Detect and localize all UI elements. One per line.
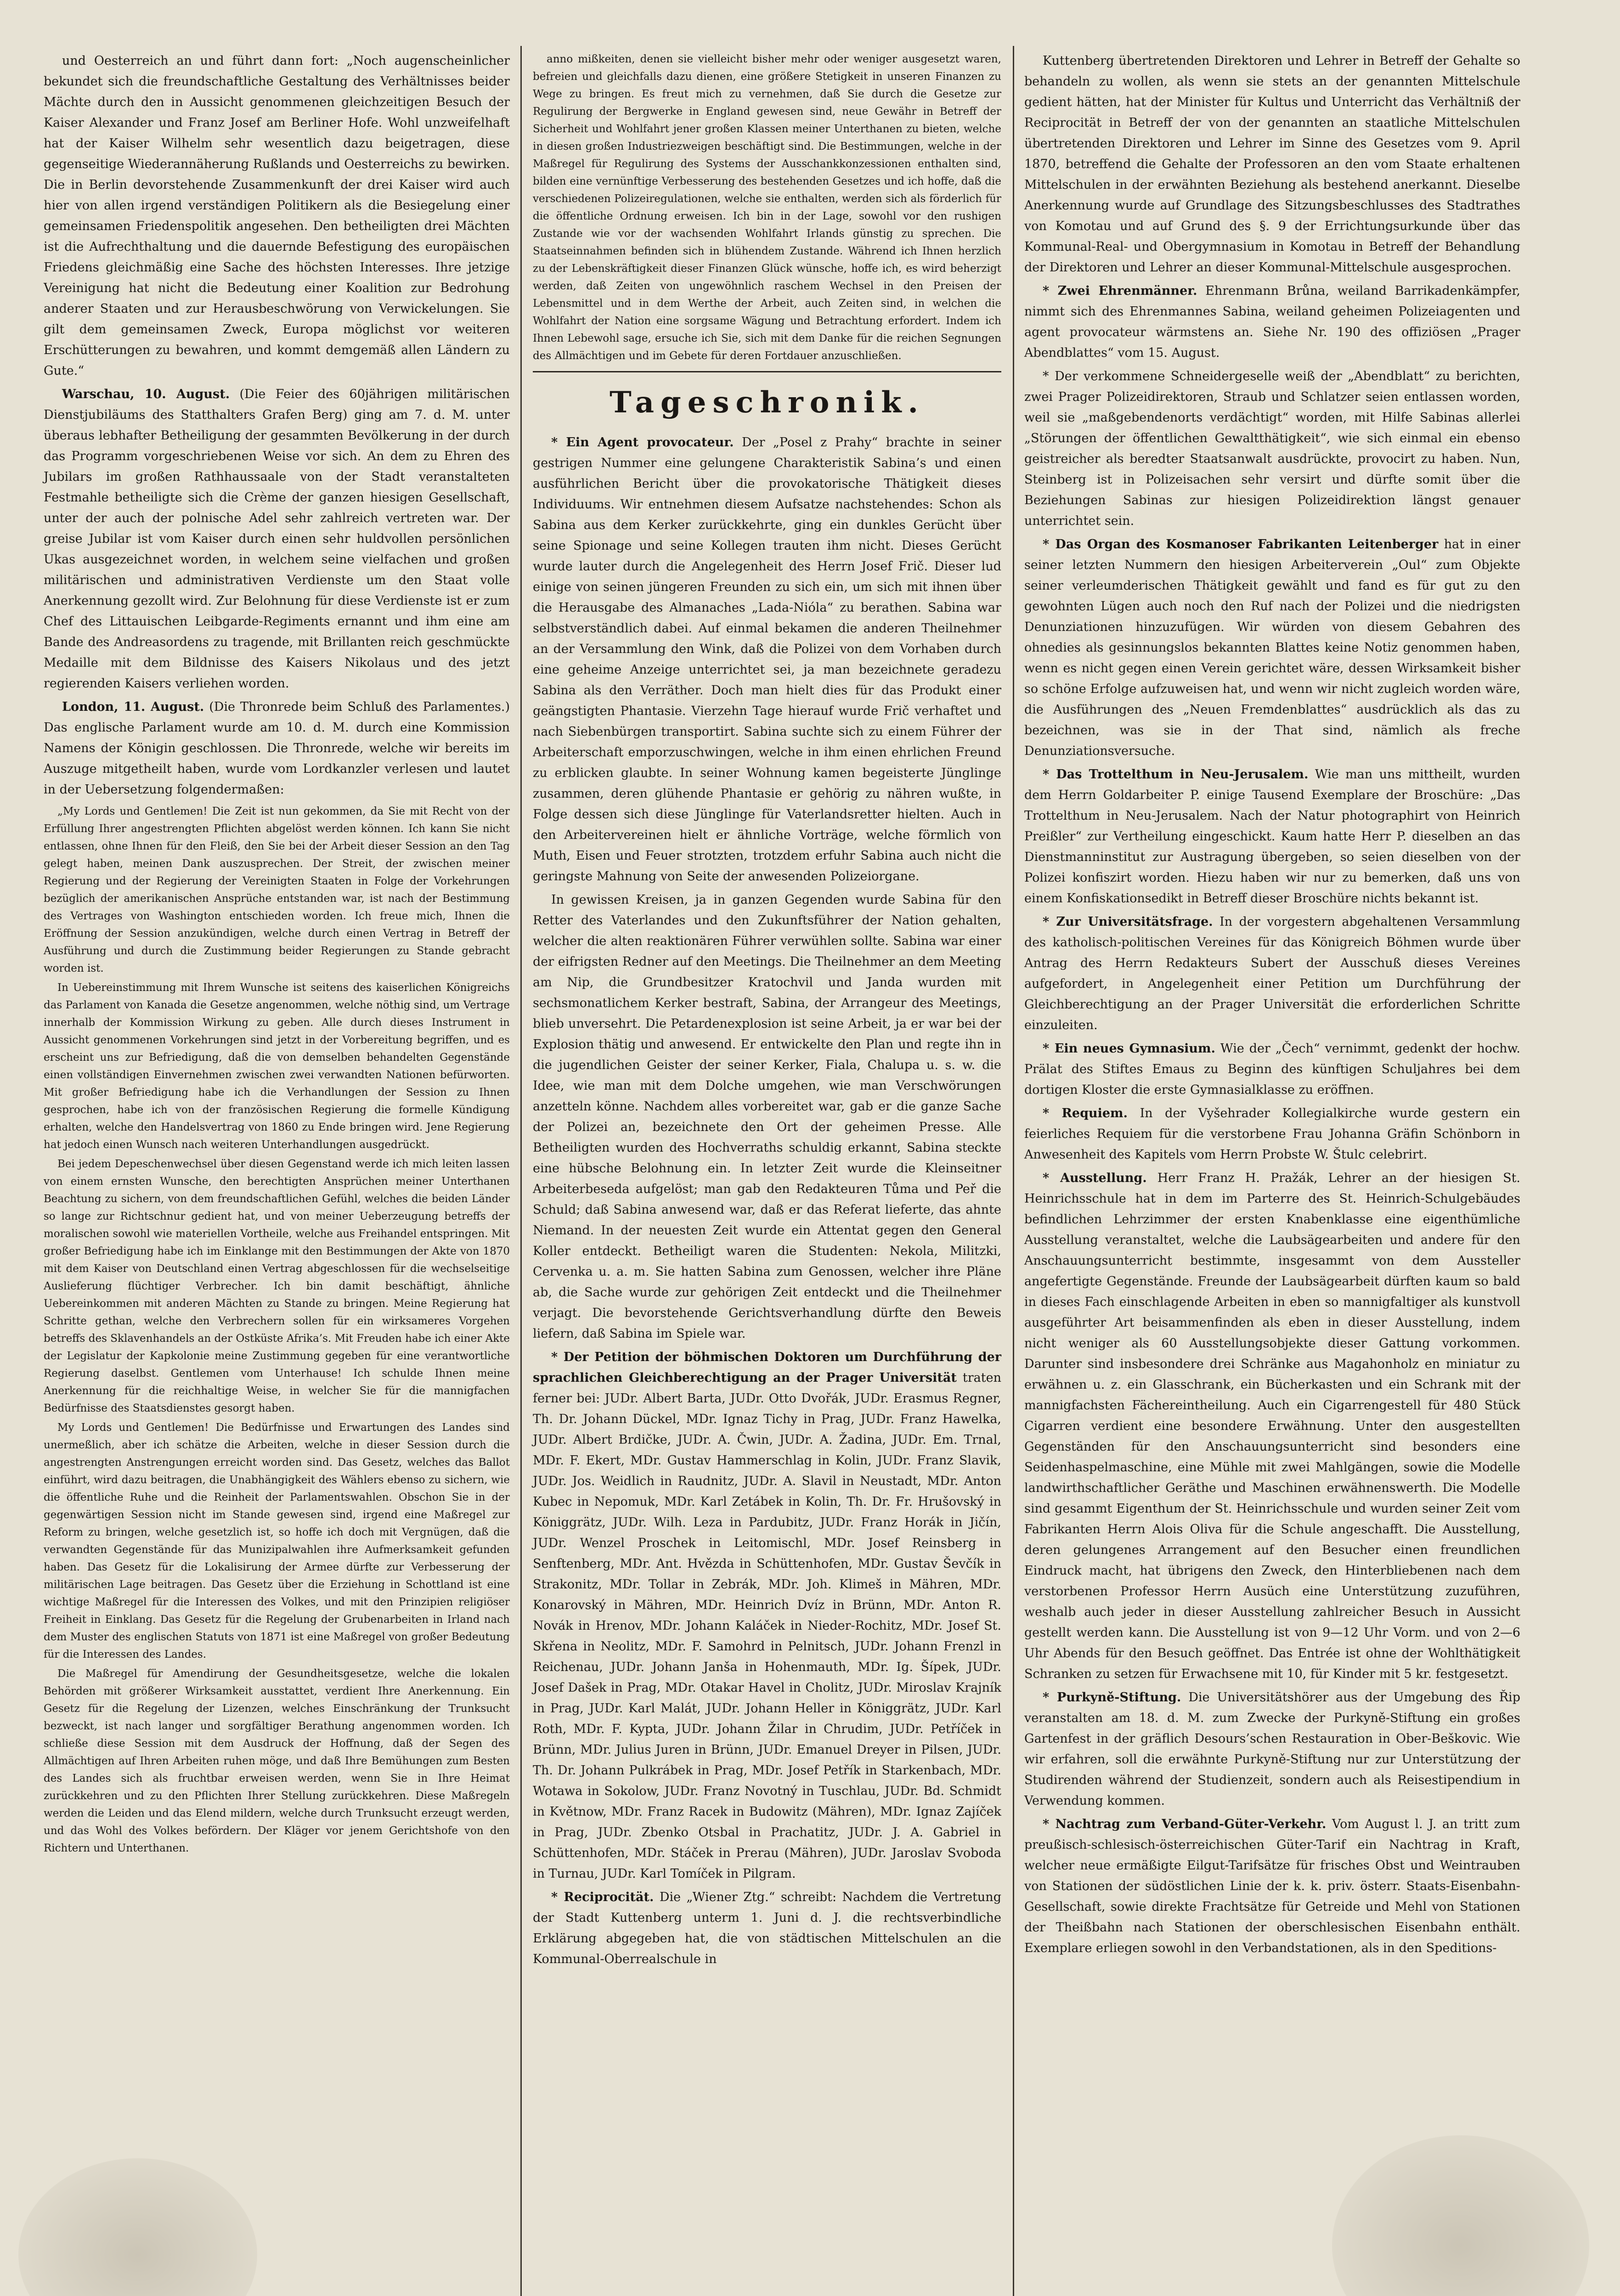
article-requiem (1024, 1103, 1520, 1165)
article-gymnasium (1024, 1038, 1520, 1100)
article-continuation: und Oesterreich an und führt dann fort: „Noch augenscheinlicher bekundet sich die freundschaftliche Gestaltung des Verhältnisses beider Mächte durch den in Aussicht genommenen gleichzeitigen Besuch der Kaiser Alexander und Franz Josef am Berliner Hofe. Wohl unzweifelhaft hat der Kaiser Wilhelm sehr wesentlich dazu beigetragen, diese gegenseitige Wiederannäherung Rußlands und Oesterreichs zu bewirken. Die in Berlin devorstehende Zusammenkunft der drei Kaiser wird auch hier von allen irgend verständigen Politikern als die Besiegelung einer gemeinsamen Friedenspolitik angesehen. Den betheiligten drei Mächten ist die Aufrechthaltung und die dauernde Befestigung des europäischen Friedens gleichmäßig eine Sache des höchsten Interesses. Ihre jetzige Vereinigung hat nicht die Bedeutung einer Koalition zur Bedrohung anderer Staaten und zur Herausbeschwörung von Verwickelungen. Sie gilt dem gemeinsamen Zweck, Europa möglichst vor weiteren Erschütterungen zu bewahren, und kommt demgemäß allen Ländern zu Gute.“ (44, 54, 510, 378)
article-warschau (44, 384, 510, 694)
article-body: Der „Posel z Prahy“ brachte in seiner gestrigen Nummer eine gelungene Charakteristik Sabina’s und einen ausführlichen Bericht über die provokatorische Thätigkeit dieses Individuums. Wir entnehmen diesem Aufsatze nachstehendes: Schon als Sabina aus dem Kerker zurückkehrte, ging ein dunkles Gerücht über seine Spionage und seine Kollegen trauten ihm nicht. Dieses Gerücht wurde lauter durch die Angelegenheit des Herrn Josef Frič. Dieser lud einige von seinen jüngeren Freunden zu sich ein, um sich mit ihnen über die Herausgabe des Almanaches „Lada-Nióla“ zu berathen. Sabina war selbstverständlich dabei. Auf einmal bekamen die anderen Theilnehmer an der Versammlung den Wink, daß die Polizei von dem Vorhaben durch eine geheime Anzeige unterrichtet sei, ja man bezeichnete geradezu Sabina als den Verräther. Doch man hielt dies für das Produkt einer geängstigten Phantasie. Vierzehn Tage hierauf wurde Frič verhaftet und nach Siebenbürgen transportirt. Sabina suchte sich zu einem Führer der Arbeiterschaft emporzuschwingen, welche in ihm einen ehrlichen Freund zu erblicken glaubte. In seiner Wohnung kamen begeisterte Jünglinge zusammen, deren glühende Phantasie er gehörig zu nähren wußte, in Folge dessen sich diese Jünglinge für Vaterlandsretter hielten. Auch in den Arbeitervereinen hielt er ähnliche Vorträge, welche förmlich von Muth, Eisen und Feuer strotzten, trotzdem erfuhr Sabina auch nicht die geringste Mahnung von Seite der anwesenden Polizeiorgane. (533, 435, 1001, 884)
article-body: hat in einer seiner letzten Nummern den hiesigen Arbeiterverein „Oul“ zum Objekte seiner verleumderischen Thätigkeit gewählt und fand es für gut zu den gewohnten Lügen auch noch den Ruf nach der Polizei und die niedrigsten Denunziationen hinzuzufügen. Wir würden von diesem Gebahren des ohnedies als gesinnungslos bekannten Blattes keine Notiz genommen haben, wenn es nicht gegen einen Verein gerichtet wäre, dessen Wirksamkeit bisher so schöne Erfolge aufzuweisen hat, und wenn wir nicht zugleich worden wäre, die Ausführungen des „Neuen Fremdenblattes“ ausdrücklich als das zu bezeichnen, was sie in der That sind, nämlich als freche Denunziationsversuche. (1024, 537, 1520, 758)
article-petition (533, 1347, 1001, 1884)
article-heading: * Ausstellung. (1043, 1171, 1147, 1185)
dateline: Warschau, 10. August. (62, 387, 230, 401)
article-body: Vom August l. J. an tritt zum preußisch-schlesisch-österreichischen Güter-Tarif ein Nachtrag in Kraft, welcher neue ermäßigte Eilgut-Tarifsätze für frisches Obst und Weintrauben von Stationen der südöstlichen Linie der k. k. priv. österr. Staats-Eisenbahn-Gesellschaft, sowie direkte Frachtsätze für Getreide und Mehl von Stationen der Theißbahn nach Stationen der oberschlesischen Eisenbahn enthält. Exemplare erliegen sowohl in den Verbandstationen, als in den Speditions- (1024, 1817, 1520, 1955)
article-body: (Die Thronrede beim Schluß des Parlamentes.) Das englische Parlament wurde am 10. d. M. durch eine Kommission Namens der Königin geschlossen. Die Thronrede, welche wir bereits im Auszuge mitgetheilt haben, wurde vom Lordkanzler verlesen und lautet in der Uebersetzung folgendermaßen: (44, 700, 510, 797)
article-reciprocity (533, 1887, 1001, 1970)
divider (533, 371, 1001, 372)
article-organ (1024, 534, 1520, 761)
article-heading: * Zwei Ehrenmänner. (1043, 284, 1197, 298)
article-london (44, 697, 510, 800)
article-heading: * Purkyně-Stiftung. (1043, 1690, 1181, 1705)
column-3 (1024, 51, 1520, 1961)
article-heading: * Der Petition der böhmischen Doktoren um Durchführung der sprachlichen Gleichberechtigung an der Prager Universität (533, 1350, 1001, 1385)
article-continuation: Kuttenberg übertretenden Direktoren und Lehrer in Betreff der Gehalte so behandeln zu wollen, als wenn sie stets an der genannten Mittelschule gedient hätten, hat der Minister für Kultus und Unterricht das Verhältniß der Reciprocität in Betreff der von der genannten an staatliche Mittelschulen übertretenden Direktoren und Lehrer im Sinne des Gesetzes vom 9. April 1870, betreffend die Gehalte der Professoren an den vom Staate erhaltenen Mittelschulen in der erwähnten Beziehung als bestehend anerkannt. Dieselbe Anerkennung wurde auf Grundlage des Sitzungsbeschlusses des Stadtrathes von Komotau und auf Grund des §. 9 der Errichtungsurkunde über das Kommunal-Real- und Obergymnasium in Komotau in Betreff der Behandlung der Direktoren und Lehrer an dieser Kommunal-Mittelschule ausgesprochen. (1024, 54, 1520, 275)
speech-paragraph: Bei jedem Depeschenwechsel über diesen Gegenstand werde ich mich leiten lassen von einem ernsten Wunsche, den berechtigten Ansprüchen meiner Unterthanen Beachtung zu sichern, von dem freundschaftlichen Gefühl, welches die beiden Länder so lange zur Richtschnur gedient hat, und von meiner Ueberzeugung betreffs der moralischen sowohl wie materiellen Vortheile, welche aus Freihandel entspringen. Mit großer Befriedigung habe ich im Einklange mit den Bestimmungen der Akte von 1870 mit dem Kaiser von Deutschland einen Vertrag abgeschlossen für die wechselseitige Auslieferung flüchtiger Verbrecher. Ich bin damit beschäftigt, ähnliche Uebereinkommen mit anderen Mächten zu Stande zu bringen. Meine Regierung hat Schritte gethan, welche den Verbrechern sollen für ein wirksameres Vorgehen betreffs des Sklavenhandels an der Ostküste Afrika’s. Mit Freuden habe ich einer Akte der Legislatur der Kapkolonie meine Zustimmung gegeben für eine verantwortliche Regierung daselbst. Gentlemen vom Unterhause! Ich schulde Ihnen meine Anerkennung für die reichhaltige Weise, in welcher Sie für die mannigfachen Bedürfnisse des Staatsdienstes gesorgt haben. (44, 1158, 510, 1414)
article-heading: * Das Organ des Kosmanoser Fabrikanten Leitenberger (1043, 537, 1439, 551)
article-heading: * Ein Agent provocateur. (551, 435, 734, 450)
speech-paragraph: „My Lords und Gentlemen! Die Zeit ist nun gekommen, da Sie mit Recht von der Erfüllung Ihrer angestrengten Pflichten abgelöst werden können. Ich kann Sie nicht entlassen, ohne Ihnen für den Fleiß, den Sie bei der Arbeit dieser Session an den Tag gelegt haben, meinen Dank auszusprechen. Der Streit, der zwischen meiner Regierung und der Regierung der Vereinigten Staaten in Folge der Vorkehrungen bezüglich der amerikanischen Ansprüche entstanden war, ist nach der Bestimmung des Vertrages von Washington entschieden worden. Ich freue mich, Ihnen die Eröffnung der Session anzukündigen, welche durch einen Vertrag in Betreff der Ausführung und durch die Zustimmung beider Regierungen zu Stande gebracht worden ist. (44, 805, 510, 974)
article-nachtrag (1024, 1814, 1520, 1958)
article-body: In gewissen Kreisen, ja in ganzen Gegenden wurde Sabina für den Retter des Vaterlandes und den Zukunftsführer der Nation gehalten, welcher die alten reaktionären Führer verwühlen sollte. Sabina war einer der eifrigsten Redner auf den Meetings. Die Theilnehmer an dem Meeting am Nip, die Grundbesitzer Kratochvil und Janda wurden mit sechsmonatlichem Kerker bestraft, Sabina, der Arrangeur des Meetings, blieb unversehrt. Die Petardenexplosion ist seine Arbeit, ja er war bei der Explosion thätig und anwesend. Er entwickelte den Plan und regte ihn in die jugendlichen Geister der seiner Kerker, Fiala, Chalupa u. s. w. die Idee, wie man mit dem Dolche umgehen, wie man Verschwörungen anzetteln könne. Nachdem alles vorbereitet war, gab er die ganze Sache der Polizei an, bezeichnete den Ort der geheimen Presse. Alle Betheiligten wurden des Hochverraths schuldig erkannt, Sabina steckte eine hübsche Belohnung ein. In letzter Zeit wurde die Kleinseitner Arbeiterbeseda aufgelöst; man gab den Redakteuren Tůma und Peř die Schuld; daß Sabina anwesend war, daß er das Referat lieferte, das ahnte Niemand. In der neuesten Zeit wurde ein Attentat gegen den General Koller entdeckt. Betheiligt waren die Studenten: Nekola, Militzki, Cervenka u. a. m. Sie hatten Sabina zum Genossen, welcher ihre Pläne ab, die Sache wurde zur gehörigen Zeit entdeckt und die Theilnehmer verjagt. Die bevorstehende Gerichtsverhandlung dürfte den Beweis liefern, daß Sabina im Spiele war. (533, 893, 1001, 1341)
column-rule (1013, 46, 1014, 2296)
article-universitaet (1024, 912, 1520, 1035)
article-ausstellung (1024, 1168, 1520, 1684)
article-body: Die Universitätshörer aus der Umgebung des Řip veranstalten am 18. d. M. zum Zwecke der Purkyně-Stiftung ein großes Gartenfest in der gräflich Desours’schen Restauration in Ober-Beškovic. Wie wir erfahren, soll die erwähnte Purkyně-Stiftung nur zur Unterstützung der Studirenden während der Studienzeit, sondern auch als Reisestipendium in Verwendung kommen. (1024, 1690, 1520, 1808)
speech-paragraph: In Uebereinstimmung mit Ihrem Wunsche ist seitens des kaiserlichen Königreichs das Parlament von Kanada die Gesetze angenommen, welche nöthig sind, um Vertrage innerhalb der Kommission Wirkung zu geben. Alle durch dieses Instrument in Aussicht genommenen Vorkehrungen sind jetzt in der Vorbereitung begriffen, und es erscheint uns zur Befriedigung, daß die von demselben behandelten Gegenstände einen vollständigen Einvernehmen zwischen zwei verwandten Nationen befürworten. Mit großer Befriedigung habe ich die Verhandlungen der Session zu Ihnen gesprochen, habe ich von der französischen Regierung die formelle Kündigung erhalten, welche den Handelsvertrag von 1860 zu Ende bringen wird. Jene Regierung hat jedoch einen Wunsch nach weiteren Unterhandlungen ausgedrückt. (44, 982, 510, 1151)
article-body: Wie man uns mittheilt, wurden dem Herrn Goldarbeiter P. einige Tausend Exemplare der Broschüre: „Das Trottelthum in Neu-Jerusalem. Nach der Natur photographirt von Heinrich Preißler“ zur Vertheilung eingeschickt. Kaum hatte Herr P. dieselben an das Dienstmanninstitut zur Austragung übergeben, so seien dieselben von der Polizei konfiszirt worden. Hiezu haben wir nur zu bemerken, daß uns von einem Konfiskationsedikt in Betreff dieser Broschüre nichts bekannt ist. (1024, 767, 1520, 906)
article-schneider: * Der verkommene Schneidergeselle weiß der „Abendblatt“ zu berichten, zwei Prager Polizeidirektoren, Straub und Schlatzer seien entlassen worden, weil sie „maßgebendenorts verdächtigt“ worden, mit Hilfe Sabinas allerlei „Störungen der öffentlichen Gewaltthätigkeit“, wie sich einmal ein ebenso geistreicher als beredter Staatsanwalt ausdrückte, provocirt zu haben. Nun, Steinberg ist in Polizeisachen sehr versirt und dürfte somit über die Beziehungen Sabinas zur hiesigen Polizeidirektion längst genauer unterrichtet sein. (1024, 369, 1520, 528)
article-body: traten ferner bei: JUDr. Albert Barta, JUDr. Otto Dvořák, JUDr. Erasmus Regner, Th. Dr. Johann Dückel, MDr. Ignaz Tichy in Prag, JUDr. Franz Hawelka, JUDr. Albert Brdičke, JUDr. A. Čwin, JUDr. A. Žadina, JUDr. Em. Trnal, MDr. F. Ekert, MDr. Gustav Hammerschlag in Kolin, JUDr. Franz Slavik, JUDr. Jos. Weidlich in Raudnitz, JUDr. A. Slavil in Neustadt, MDr. Anton Kubec in Nepomuk, MDr. Karl Zetábek in Kolin, Th. Dr. Fr. Hrušovský in Königgrätz, JUDr. Wilh. Leza in Pardubitz, JUDr. Franz Horák in Jičín, JUDr. Wenzel Proschek in Leitomischl, MDr. Josef Reinsberg in Senftenberg, MDr. Ant. Hvězda in Schüttenhofen, MDr. Gustav Ševčík in Strakonitz, MDr. Tollar in Zebrák, MDr. Joh. Klimeš in Mähren, MDr. Konarovský in Mähren, MDr. Heinrich Dvíz in Brünn, MDr. Anton R. Novák in Hrenov, MDr. Johann Kaláček in Nieder-Rochitz, MDr. Josef St. Skřena in Neolitz, MDr. F. Samohrd in Pelnitsch, JUDr. Johann Frenzl in Reichenau, JUDr. Johann Janša in Hohenmauth, MDr. Ig. Šípek, JUDr. Josef Dašek in Prag, MDr. Otakar Havel in Cholitz, JUDr. Miroslav Krajník in Prag, JUDr. Karl Malát, JUDr. Johann Heller in Königgrätz, JUDr. Karl Roth, MDr. F. Kypta, JUDr. Johann Žilar in Chrudim, JUDr. Petříček in Brünn, MDr. Julius Juren in Brünn, JUDr. Emanuel Dreyer in Pilsen, JUDr. Th. Dr. Johann Pulkrábek in Prag, MDr. Josef Petřík in Starkenbach, MDr. Wotawa in Sokolow, JUDr. Franz Novotný in Tuschlau, JUDr. Bd. Schmidt in Květnow, MDr. Franz Racek in Budowitz (Mähren), MDr. Ignaz Zajíček in Prag, JUDr. Zbenko Otsbal in Prachatitz, JUDr. J. A. Gabriel in Schüttenhofen, MDr. Stáček in Prerau (Mähren), JUDr. Jaroslav Svoboda in Turnau, JUDr. Karl Tomíček in Pilgram. (533, 1371, 1001, 1881)
dateline: London, 11. August. (62, 700, 204, 714)
article-body: Ehrenmann Brůna, weiland Barrikadenkämpfer, nimmt sich des Ehrenmannes Sabina, weiland geheimen Polizeiagenten und agent provocateur wärmstens an. Siehe Nr. 190 des offiziösen „Prager Abendblattes“ vom 15. August. (1024, 284, 1520, 360)
speech-paragraph: Die Maßregel für Amendirung der Gesundheitsgesetze, welche die lokalen Behörden mit größerer Wirksamkeit ausstattet, verdient Ihre Anerkennung. Ein Gesetz für die Regelung der Lizenzen, welches Einschränkung der Trunksucht bezweckt, ist nach langer und sorgfältiger Berathung angenommen worden. Ich schließe diese Session mit dem Ausdruck der Hoffnung, daß der Segen des Allmächtigen auf Ihren Arbeiten ruhen möge, und daß Ihre Bemühungen zum Besten des Landes sich als fruchtbar erweisen werden, wenn Sie in Ihre Heimat zurückkehren und zu den Pflichten Ihrer Stellung zurückkehren. Diese Maßregeln werden die Leiden und das Elend mildern, welche durch Trunksucht erzeugt werden, und das Wohl des Volkes befördern. Der Kläger vor jenem Gerichtshofe von den Richtern und Unterthanen. (44, 1668, 510, 1854)
article-purkyne (1024, 1687, 1520, 1811)
article-ehren (1024, 281, 1520, 363)
paper-stain (1332, 2135, 1589, 2296)
column-rule (520, 46, 522, 2296)
article-heading: * Zur Universitätsfrage. (1043, 915, 1213, 929)
column-2 (533, 51, 1001, 1972)
article-body: Die „Wiener Ztg.“ schreibt: Nachdem die Vertretung der Stadt Kuttenberg unterm 1. Juni d. J. die rechtsverbindliche Erklärung abgegeben hat, die von städtischen Mittelschulen an die Kommunal-Oberrealschule in (533, 1890, 1001, 1966)
article-body: Wie der „Čech“ vernimmt, gedenkt der hochw. Prälat des Stiftes Emaus zu Beginn des künftigen Schuljahres bei dem dortigen Kloster die erste Gymnasialklasse zu eröffnen. (1024, 1041, 1520, 1097)
article-body: In der Vyšehrader Kollegialkirche wurde gestern ein feierliches Requiem für die verstorbene Frau Johanna Gräfin Schönborn in Anwesenheit des Kapitels vom Herrn Probste W. Štulc celebrirt. (1024, 1106, 1520, 1162)
speech-continuation (533, 51, 1001, 365)
section-title: Tageschronik. (610, 385, 925, 420)
article-body: In der vorgestern abgehaltenen Versammlung des katholisch-politischen Vereines für das Königreich Böhmen wurde über Antrag des Herrn Redakteurs Subert der Ausschuß dieses Vereines aufgefordert, in Angelegenheit einer Petition um Durchführung der Gleichberechtigung an der Prager Universität die erforderlichen Schritte einzuleiten. (1024, 915, 1520, 1032)
paper-stain (18, 2158, 257, 2296)
column-1 (44, 51, 510, 1859)
article-heading: * Requiem. (1043, 1106, 1128, 1120)
article-body: (Die Feier des 60jährigen militärischen Dienstjubiläums des Statthalters Grafen Berg) ging am 7. d. M. unter überaus lebhafter Betheiligung der gesammten Bevölkerung in der durch das Programm vorgeschriebenen Weise vor sich. An dem zu Ehren des Jubilars im großen Rathhaussaale von der Stadt veranstalteten Festmahle betheiligte sich die Crème der ganzen hiesigen Gesellschaft, unter der auch der polnische Adel sehr zahlreich vertreten war. Der greise Jubilar ist vom Kaiser durch einen sehr huldvollen persönlichen Ukas ausgezeichnet worden, in welchem seine vielfachen und großen militärischen und administrativen Verdienste um den Staat volle Anerkennung gezollt wird. Zur Belohnung für diese Verdienste ist er zum Chef des Littauischen Leibgarde-Regiments ernannt und ihm eine am Bande des Andreasordens zu tragende, mit Brillanten reich geschmückte Medaille mit dem Bildnisse des Kaisers Nikolaus und des jetzt regierenden Kaisers verliehen worden. (44, 387, 510, 691)
article-body: Herr Franz H. Pražák, Lehrer an der hiesigen St. Heinrichsschule hat in dem im Parterre des St. Heinrich-Schulgebäudes befindlichen Lehrzimmer der ersten Knabenklasse eine eigenthümliche Ausstellung veranstaltet, welche die Laubsägearbeiten und andere für den Anschauungsunterricht bestimmte, insgesammt von dem Aussteller angefertigte Gegenstände. Freunde der Laubsägearbeit dürften kaum so bald in dieses Fach einschlagende Arbeiten in eben so mannigfaltiger als kunstvoll ausgeführter Art beisammenfinden als eben in dieser Ausstellung, indem nicht weniger als 60 Ausstellungsobjekte dieser Gattung vorkommen. Darunter sind insbesondere drei Schränke aus Magahonholz en miniatur zu erwähnen u. z. ein Glasschrank, ein Bücherkasten und ein Schrank mit der mannigfachsten Fächereintheilung. Auch ein Cigarrengestell für 480 Stück Cigarren verdient eine besondere Erwähnung. Unter den ausgestellten Gegenständen für den Anschauungsunterricht sind besonders eine Seidenhaspelmaschine, eine Mühle mit zwei Mahlgängen, sowie die Modelle landwirthschaftlicher Geräthe und Maschinen erwähnenswerth. Die Modelle sind gesammt Eigenthum der St. Heinrichsschule und wurden seiner Zeit vom Fabrikanten Herrn Alois Oliva für die Schule angeschafft. Die Ausstellung, deren gelungenes Arrangement auf den Besucher einen freundlichen Eindruck macht, hat übrigens den Zweck, den Hinterbliebenen nach dem verstorbenen Professor Herrn Ausüch eine Unterstützung zuzuführen, weshalb auch jeder in dieser Ausstellung zahlreicher Besuch in Aussicht gestellt werden kann. Die Ausstellung ist von 9—12 Uhr Vorm. und von 2—6 Uhr Abends für den Besuch geöffnet. Das Entrée ist ohne der Wohlthätigkeit Schranken zu setzen für Erwachsene mit 10, für Kinder mit 5 kr. festgesetzt. (1024, 1171, 1520, 1681)
article-heading: * Nachtrag zum Verband-Güter-Verkehr. (1043, 1817, 1326, 1831)
speech-text (44, 803, 510, 1857)
speech-paragraph: My Lords und Gentlemen! Die Bedürfnisse und Erwartungen des Landes sind unermeßlich, aber ich schätze die Arbeiten, welche in dieser Session durch die angestrengten Anstrengungen erreicht worden sind. Das Gesetz, welches das Ballot einführt, wird dazu beitragen, die Unabhängigkeit des Wählers ebenso zu sichern, wie die öffentliche Ruhe und die Reinheit der Parlamentswahlen. Obschon Sie in der gegenwärtigen Session nicht im Stande gewesen sind, irgend eine Maßregel zur Reform zu bringen, welche gesetzlich ist, so hoffe ich doch mit Vergnügen, daß die verwandten Gegenstände für das Munizipalwahlen ihre Aufmerksamkeit gefunden haben. Das Gesetz für die Lokalisirung der Armee dürfte zur Verbesserung der militärischen Lage beitragen. Das Gesetz über die Erziehung in Schottland ist eine wichtige Maßregel für die Interessen des Volkes, und mit den Prinzipien religiöser Freiheit in Einklang. Das Gesetz für die Regelung der Grubenarbeiten in Irland nach dem Muster des englischen Statuts von 1871 ist eine Maßregel von großer Bedeutung für die Interessen des Landes. (44, 1422, 510, 1660)
article-heading: * Reciprocität. (551, 1890, 654, 1904)
article-agent (533, 432, 1001, 887)
article-heading: * Das Trottelthum in Neu-Jerusalem. (1043, 767, 1309, 782)
article-heading: * Ein neues Gymnasium. (1043, 1041, 1216, 1056)
article-trottel (1024, 764, 1520, 909)
speech-paragraph: anno mißkeiten, denen sie vielleicht bisher mehr oder weniger ausgesetzt waren, befreien und gleichfalls dazu dienen, eine größere Stetigkeit in unseren Finanzen zu Wege zu bringen. Es freut mich zu vernehmen, daß Sie durch die Gesetze zur Regulirung der Bergwerke in England gewesen sind, neue Gewähr in Betreff der Sicherheit und Wohlfahrt jener großen Klassen meiner Unterthanen zu bieten, welche in diesen großen Industriezweigen beschäftigt sind. Die Bestimmungen, welche in der Maßregel für Regulirung des Systems der Ausschankkonzessionen enthalten sind, bilden eine vernünftige Verbesserung des bestehenden Gesetzes und ich hoffe, daß die verschiedenen Polizeiregulationen, welche sie enthalten, werden sich als förderlich für die öffentliche Ordnung erweisen. Ich bin in der Lage, sowohl vor den rushigen Zustande wie vor der wachsenden Wohlfahrt Irlands günstig zu sprechen. Die Staatseinnahmen befinden sich in blühendem Zustande. Während ich Ihnen herzlich zu der Lebenskräftigkeit dieser Finanzen Glück wünsche, hoffe ich, es wird beherzigt werden, daß Zeiten von ungewöhnlich raschem Wechsel in den Preisen der Lebensmittel und in dem Werthe der Arbeit, auch Zeiten sind, in welchen die Wohlfahrt der Nation eine sorgsame Wägung und Betrachtung erfordert. Indem ich Ihnen Lebewohl sage, ersuche ich Sie, sich mit dem Danke für die reichen Segnungen des Allmächtigen und im Gebete für deren Fortdauer anzuschließen. (533, 53, 1001, 362)
